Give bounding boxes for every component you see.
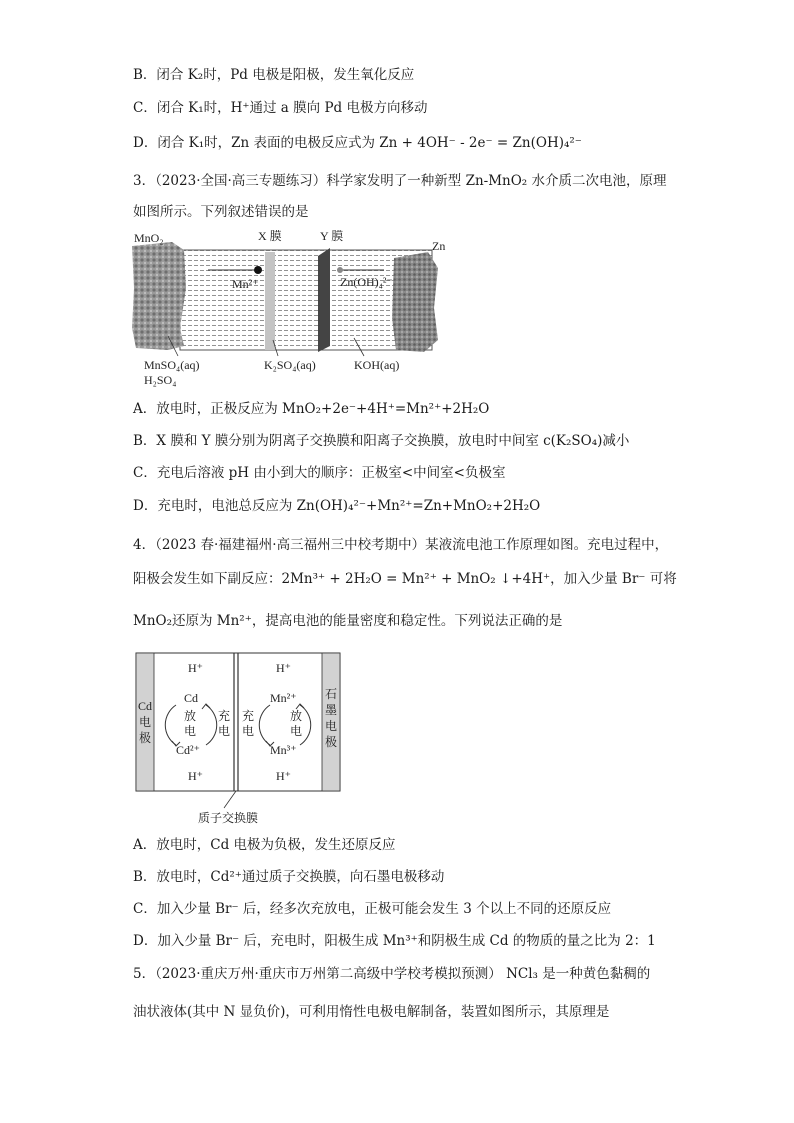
discharge-left-2: 电 [184, 724, 197, 738]
charge-left-1: 充 [218, 709, 231, 723]
option-d-q3: D．充电时，电池总反应为 Zn(OH)₄²⁻+Mn²⁺=Zn+MnO₂+2H₂O [133, 498, 541, 514]
h-plus-tl: H⁺ [188, 661, 203, 675]
question-3-stem-cont: 如图所示。下列叙述错误的是 [133, 204, 309, 220]
discharge-right-1: 放 [290, 709, 303, 723]
x-membrane [265, 252, 275, 350]
question-5-stem: 5．（2023·重庆万州·重庆市万州第二高级中学校考模拟预测） NCl₃ 是一种黄色黏稠的 [133, 966, 651, 982]
option-b-q4: B．放电时，Cd²⁺通过质子交换膜，向石墨电极移动 [133, 869, 445, 885]
sol-mid-label: K₂SO₄(aq) [264, 358, 316, 372]
membrane-label: 质子交换膜 [198, 811, 259, 825]
option-d-q2: D．闭合 K₁时，Zn 表面的电极反应式为 Zn + 4OH⁻ - 2e⁻ = Zn(OH)₄²⁻ [133, 135, 582, 151]
charge-right-2: 电 [242, 724, 255, 738]
option-c-q3: C．充电后溶液 pH 由小到大的顺序：正极室<中间室<负极室 [133, 465, 506, 481]
graphite-label-3: 电 [325, 719, 338, 733]
option-b-q3: B．X 膜和 Y 膜分别为阴离子交换膜和阳离子交换膜，放电时中间室 c(K₂SO₄)减小 [133, 433, 630, 449]
cd2-species: Cd²⁺ [176, 743, 200, 757]
option-d-q4: D．加入少量 Br⁻ 后，充电时，阳极生成 Mn³⁺和阴极生成 Cd 的物质的量之比为 2：1 [133, 933, 656, 949]
h-plus-br: H⁺ [276, 769, 291, 783]
option-c-q2: C．闭合 K₁时，H⁺通过 a 膜向 Pd 电极方向移动 [133, 100, 428, 116]
cd-species: Cd [184, 691, 199, 705]
option-b-q2: B．闭合 K₂时，Pd 电极是阳极，发生氧化反应 [133, 67, 415, 83]
mno2-label: MnO₂ [134, 231, 164, 245]
zn-label: Zn [432, 239, 446, 253]
discharge-right-2: 电 [290, 724, 303, 738]
znoh-ion [337, 267, 343, 273]
znoh-label: Zn(OH)₄²⁻ [340, 275, 393, 289]
question-4-stem: 4．（2023 春·福建福州·高三福州三中校考期中）某液流电池工作原理如图。充电过程中， [133, 537, 669, 553]
charge-left-2: 电 [218, 724, 231, 738]
graphite-label-4: 极 [325, 735, 338, 749]
h-plus-tr: H⁺ [276, 661, 291, 675]
charge-right-1: 充 [242, 709, 255, 723]
mn3-species: Mn³⁺ [270, 743, 297, 757]
option-a-q3: A．放电时，正极反应为 MnO₂+2e⁻+4H⁺=Mn²⁺+2H₂O [133, 401, 490, 417]
discharge-left-1: 放 [184, 709, 197, 723]
mn2-ion [254, 266, 262, 274]
mn2-species: Mn²⁺ [270, 691, 297, 705]
cd-electrode-label-3: 极 [139, 731, 152, 745]
question-4-stem-cont: 阳极会发生如下副反应：2Mn³⁺ + 2H₂O = Mn²⁺ + MnO₂ ↓+4H⁺，加入少量 Br⁻ 可将 [133, 571, 677, 587]
sol-right-label: KOH(aq) [354, 358, 400, 372]
cd-electrode-label-2: 电 [139, 715, 152, 729]
mno2-electrode [132, 242, 186, 350]
graphite-label-1: 石 [325, 687, 338, 701]
cd-electrode-label-1: Cd [138, 699, 153, 713]
y-membrane-label: Y 膜 [320, 229, 344, 243]
graphite-label-2: 墨 [325, 703, 338, 717]
x-membrane-label: X 膜 [258, 229, 282, 243]
y-membrane [318, 248, 330, 352]
zn-mno2-cell-diagram [128, 228, 458, 390]
h-plus-bl: H⁺ [188, 769, 203, 783]
mn2-label: Mn²⁺ [232, 277, 259, 291]
question-4-stem-cont2: MnO₂还原为 Mn²⁺，提高电池的能量密度和稳定性。下列说法正确的是 [133, 613, 563, 629]
question-3-stem: 3．（2023·全国·高三专题练习）科学家发明了一种新型 Zn-MnO₂ 水介质二次电池，原理 [133, 173, 667, 189]
flow-battery-diagram [128, 650, 348, 828]
option-a-q4: A．放电时，Cd 电极为负极，发生还原反应 [133, 837, 396, 853]
zn-electrode [392, 252, 438, 352]
sol-left-label-2: H₂SO₄ [144, 373, 177, 387]
question-5-stem-cont: 油状液体(其中 N 显负价)，可利用惰性电极电解制备，装置如图所示，其原理是 [133, 1004, 610, 1020]
option-c-q4: C．加入少量 Br⁻ 后，经多次充放电，正极可能会发生 3 个以上不同的还原反应 [133, 901, 612, 917]
sol-left-label: MnSO₄(aq) [144, 358, 200, 372]
